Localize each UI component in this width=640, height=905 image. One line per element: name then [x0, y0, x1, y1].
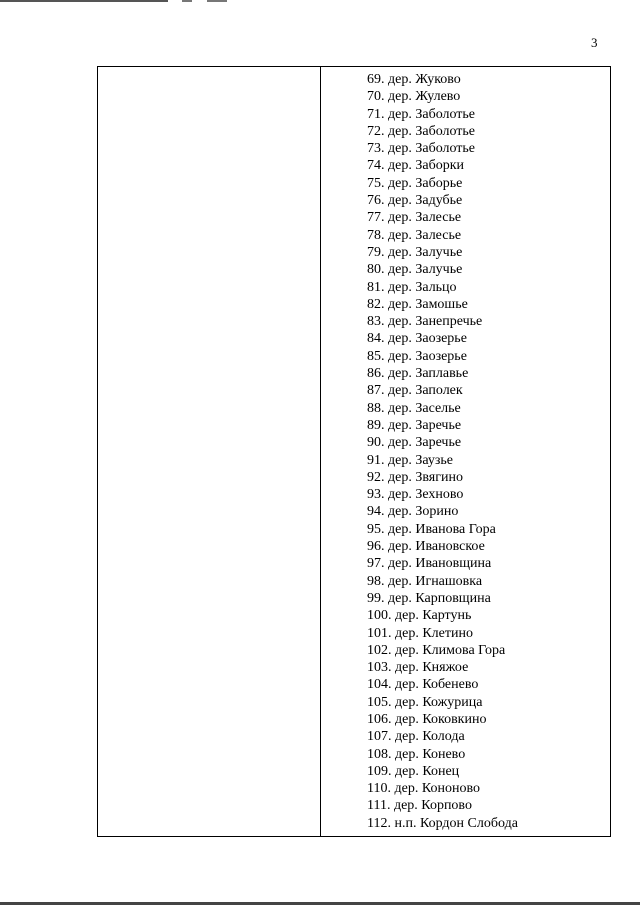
- list-item: 80. дер. Залучье: [367, 262, 463, 278]
- list-item: 86. дер. Заплавье: [367, 366, 469, 382]
- list-item: 76. дер. Задубье: [367, 193, 463, 209]
- table-column-divider: [320, 67, 321, 836]
- list-item: 83. дер. Занепречье: [367, 314, 483, 330]
- list-item: 82. дер. Замошье: [367, 296, 468, 312]
- list-item: 69. дер. Жуково: [367, 72, 461, 87]
- scan-edge-mark: [207, 0, 227, 2]
- list-item: 104. дер. Кобенево: [367, 677, 479, 693]
- list-item: 96. дер. Ивановское: [367, 539, 485, 555]
- list-item: 93. дер. Зехново: [367, 487, 464, 503]
- list-item: 98. дер. Игнашовка: [367, 573, 483, 589]
- list-item: 88. дер. Заселье: [367, 400, 461, 416]
- list-item: 102. дер. Климова Гора: [367, 642, 506, 658]
- settlements-table: [97, 66, 611, 837]
- list-item: 105. дер. Кожурица: [367, 694, 483, 710]
- list-item: 92. дер. Звягино: [367, 469, 463, 485]
- list-item: 97. дер. Ивановщина: [367, 556, 492, 572]
- list-item: 70. дер. Жулево: [367, 89, 461, 105]
- list-item: 73. дер. Заболотье: [367, 141, 476, 157]
- list-item: 78. дер. Залесье: [367, 227, 462, 243]
- scan-edge-mark: [0, 0, 168, 2]
- list-item: 90. дер. Заречье: [367, 435, 462, 451]
- list-item: 111. дер. Корпово: [367, 798, 472, 814]
- list-item: 94. дер. Зорино: [367, 504, 459, 520]
- list-item: 109. дер. Конец: [367, 763, 460, 779]
- list-item: 85. дер. Заозерье: [367, 348, 467, 364]
- list-item: 99. дер. Карповщина: [367, 590, 491, 606]
- list-item: 75. дер. Заборье: [367, 175, 463, 191]
- list-item: 79. дер. Залучье: [367, 244, 463, 260]
- list-item: 101. дер. Клетино: [367, 625, 473, 641]
- list-item: 112. н.п. Кордон Слобода: [367, 815, 518, 831]
- settlement-list: [367, 71, 518, 832]
- list-item: 87. дер. Заполек: [367, 383, 463, 399]
- list-item: 84. дер. Заозерье: [367, 331, 467, 347]
- list-item: 71. дер. Заболотье: [367, 106, 476, 122]
- list-item: 106. дер. Коковкино: [367, 711, 487, 727]
- list-item: 91. дер. Заузье: [367, 452, 453, 468]
- list-item: 103. дер. Княжое: [367, 660, 469, 676]
- page-number: 3: [591, 35, 598, 50]
- list-item: 95. дер. Иванова Гора: [367, 521, 496, 537]
- list-item: 72. дер. Заболотье: [367, 123, 476, 139]
- list-item: 110. дер. Кононово: [367, 781, 480, 797]
- list-item: 108. дер. Конево: [367, 746, 466, 762]
- list-item: 89. дер. Заречье: [367, 417, 462, 433]
- scan-edge-mark: [182, 0, 192, 2]
- list-item: 74. дер. Заборки: [367, 158, 464, 174]
- list-item: 100. дер. Картунь: [367, 608, 472, 624]
- list-item: 81. дер. Зальцо: [367, 279, 457, 295]
- list-item: 77. дер. Залесье: [367, 210, 462, 226]
- list-item: 107. дер. Колода: [367, 729, 465, 745]
